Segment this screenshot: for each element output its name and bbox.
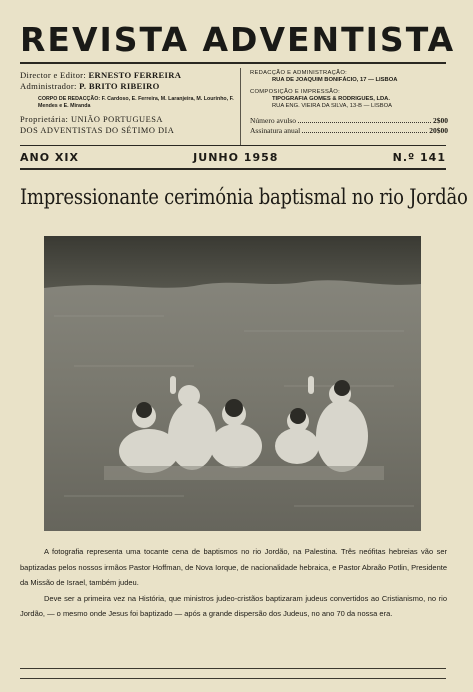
office-column (250, 70, 448, 136)
article-body (20, 544, 447, 622)
issue-number: N.º 141 (392, 150, 446, 164)
editorial-board-names: F. Cardoso, E. Ferreira, M. Laranjeira, M. Lourinho, F. Mendes e E. Miranda (38, 96, 234, 109)
footer-rule (20, 668, 446, 669)
composicao-label: COMPOSIÇÃO E IMPRESSÃO: (250, 89, 341, 95)
masthead-title: REVISTA ADVENTISTA (20, 20, 456, 59)
article-headline: Impressionante cerimónia baptismal no rio Jordão (20, 185, 468, 209)
header-divider (240, 68, 241, 146)
avulso-price-row (250, 116, 448, 126)
issue-year: ANO XIX (20, 150, 79, 164)
director-name: ERNESTO FERREIRA (88, 70, 182, 80)
assinatura-label: Assinatura anual (250, 126, 301, 135)
article-paragraph: A fotografia representa uma tocante cena de baptismos no rio Jordão, na Palestina. Três neófitas hebreias vão ser baptizadas pelos nossos irmãos Pastor Hoffman, de Nova Iorque, de nacionalidade hebraica, e Pastor Abraão Potlin, Presidente da Missão de Israel, também judeu. (20, 547, 447, 588)
avulso-price: 2$00 (433, 116, 448, 125)
director-label: Director e Editor: (20, 70, 87, 80)
leader-dots (302, 126, 427, 133)
printer-name: TIPOGRAFIA GOMES & RODRIGUES, LDA. (272, 96, 390, 102)
owner-label: Proprietária: (20, 115, 69, 124)
printer-address: RUA ENG. VIEIRA DA SILVA, 13-B — LISBOA (272, 103, 392, 109)
administrator-line (20, 81, 230, 92)
owner-line-1 (20, 114, 230, 125)
owner-line-2: DOS ADVENTISTAS DO SÉTIMO DIA (20, 126, 175, 135)
baptism-photo (44, 236, 421, 531)
editorial-board (20, 96, 238, 110)
assinatura-price-row (250, 126, 448, 136)
assinatura-price: 20$00 (429, 126, 448, 135)
editorial-board-label: CORPO DE REDACÇÃO: (38, 96, 101, 102)
footer-rule (20, 678, 446, 679)
credits-column (20, 70, 234, 136)
issue-rule-top (20, 145, 446, 146)
director-line (20, 70, 230, 81)
owner-name-1: UNIÃO PORTUGUESA (70, 115, 163, 124)
issue-bar (20, 150, 446, 164)
administrator-label: Administrador: (20, 81, 77, 91)
masthead-rule (20, 62, 446, 64)
leader-dots (298, 116, 431, 123)
administrator-name: P. BRITO RIBEIRO (79, 81, 160, 91)
issue-rule-bottom (20, 168, 446, 170)
issue-date: JUNHO 1958 (193, 150, 279, 164)
article-paragraph: Deve ser a primeira vez na História, que ministros judeo-cristãos baptizaram judeus convertidos ao Cristianismo, no rio Jordão, — o mesmo onde Jesus foi baptizado — após a grande dispersão dos Judeus, no ano 70 da nossa era. (20, 593, 447, 619)
redaccao-address: RUA DE JOAQUIM BONIFÁCIO, 17 — LISBOA (272, 77, 398, 83)
redaccao-label: REDACÇÃO E ADMINISTRAÇÃO: (250, 70, 348, 76)
avulso-label: Número avulso (250, 116, 297, 125)
